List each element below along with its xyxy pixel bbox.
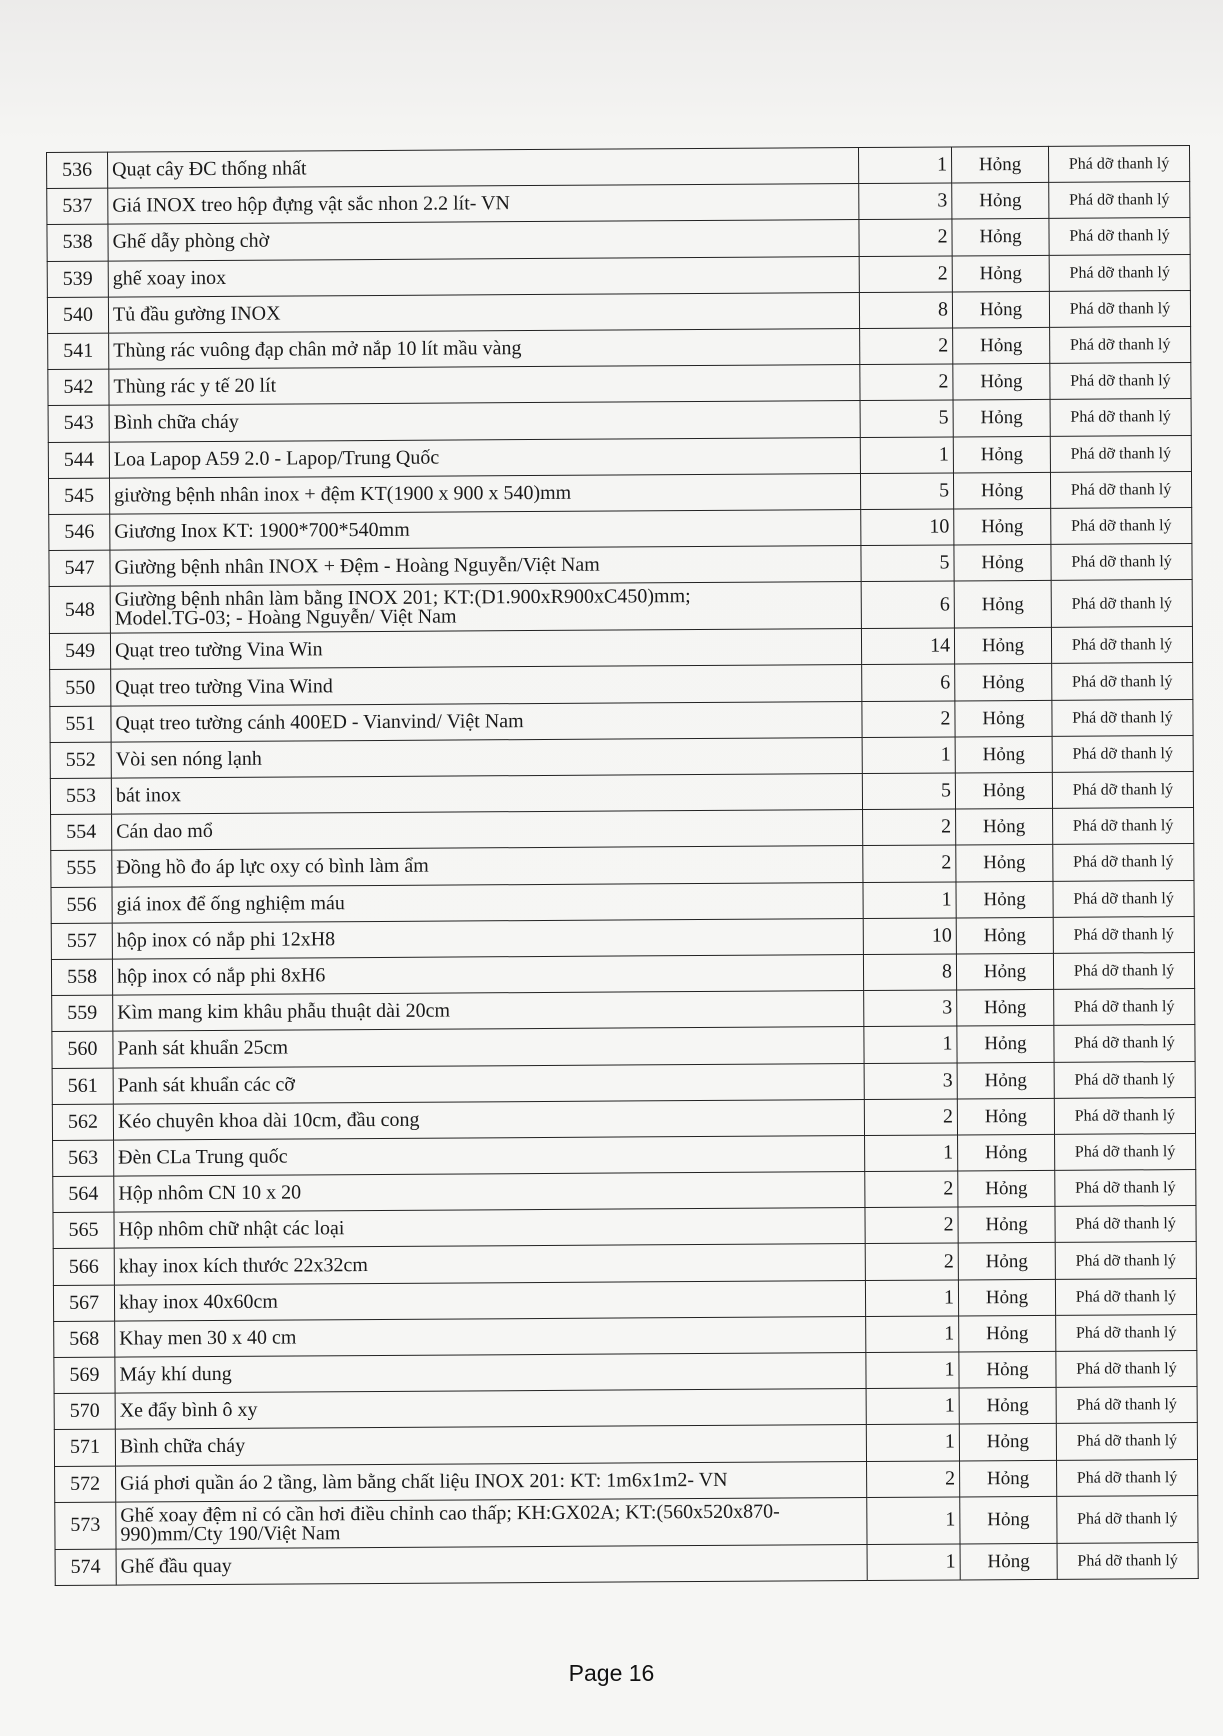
- action-cell: Phá dỡ thanh lý: [1054, 1061, 1195, 1098]
- status-cell: Hỏng: [955, 736, 1052, 773]
- action-cell: Phá dỡ thanh lý: [1053, 916, 1194, 953]
- action-cell: Phá dỡ thanh lý: [1050, 471, 1191, 508]
- action-cell: Phá dỡ thanh lý: [1055, 1278, 1196, 1315]
- item-name-text: Quạt cây ĐC thống nhất: [112, 157, 307, 181]
- status-cell: Hỏng: [952, 219, 1049, 256]
- item-name-text: Thùng rác vuông đạp chân mở nắp 10 lít mầu vàng: [113, 337, 522, 362]
- item-name-cell: [112, 846, 863, 887]
- status-cell: Hỏng: [956, 809, 1053, 846]
- status-cell: Hỏng: [953, 436, 1050, 473]
- item-name-cell: [115, 1353, 866, 1394]
- row-number-cell: 553: [50, 778, 111, 815]
- table-row: [49, 580, 1192, 634]
- status-cell: Hỏng: [952, 183, 1049, 220]
- item-name-cell: [116, 1497, 867, 1549]
- action-cell: Phá dỡ thanh lý: [1049, 290, 1190, 327]
- status-cell: Hỏng: [960, 1496, 1057, 1544]
- status-cell: Hỏng: [957, 1062, 1054, 1099]
- item-name-cell: [111, 737, 862, 778]
- action-cell: Phá dỡ thanh lý: [1052, 772, 1193, 809]
- row-number-cell: 550: [50, 670, 111, 707]
- item-name-text: Đồng hồ đo áp lực oxy có bình làm ẩm: [116, 855, 429, 880]
- action-cell: Phá dỡ thanh lý: [1055, 1170, 1196, 1207]
- quantity-cell: 2: [865, 1243, 958, 1280]
- item-name-cell: [114, 1280, 865, 1321]
- item-name-text: Panh sát khuẩn các cỡ: [117, 1073, 295, 1097]
- row-number-cell: 541: [48, 333, 109, 370]
- page-number: Page 16: [568, 1660, 655, 1686]
- item-name-text: Kìm mang kim khâu phẫu thuật dài 20cm: [117, 999, 451, 1024]
- quantity-cell: 1: [867, 1497, 960, 1545]
- row-number-cell: 559: [52, 995, 113, 1032]
- row-number-cell: 561: [52, 1068, 113, 1105]
- quantity-cell: 10: [863, 918, 956, 955]
- status-cell: Hỏng: [958, 1134, 1055, 1171]
- status-cell: Hỏng: [954, 544, 1051, 581]
- status-cell: Hỏng: [953, 327, 1050, 364]
- action-cell: Phá dỡ thanh lý: [1053, 880, 1194, 917]
- status-cell: Hỏng: [956, 881, 1053, 918]
- item-name-text: Bình chữa cháy: [113, 411, 239, 434]
- status-cell: Hỏng: [959, 1351, 1056, 1388]
- item-name-cell: [112, 810, 863, 851]
- item-name-text: ghế xoay inox: [112, 266, 227, 290]
- item-name-text: giường bệnh nhân inox + đệm KT(1900 x 900 x 540)mm: [114, 481, 572, 507]
- item-name-cell: [108, 220, 859, 261]
- quantity-cell: 2: [860, 328, 953, 365]
- item-name-cell: [114, 1135, 865, 1176]
- row-number-cell: 558: [51, 959, 112, 996]
- item-name-text: Cán dao mổ: [116, 820, 213, 843]
- item-name-cell: [111, 665, 862, 706]
- quantity-cell: 1: [866, 1316, 959, 1353]
- item-name-cell: [114, 1244, 865, 1285]
- item-name-cell: [113, 991, 864, 1032]
- item-name-cell: [111, 701, 862, 742]
- item-name-text: Giá INOX treo hộp đựng vật sắc nhon 2.2 lít- VN: [112, 192, 511, 217]
- action-cell: Phá dỡ thanh lý: [1050, 435, 1191, 472]
- status-cell: Hỏng: [958, 1170, 1055, 1207]
- quantity-cell: 1: [865, 1135, 958, 1172]
- item-name-cell: [109, 473, 860, 514]
- item-name-text: Hộp nhôm chữ nhật các loại: [118, 1217, 345, 1241]
- item-name-text: Giương Inox KT: 1900*700*540mm: [114, 518, 410, 543]
- quantity-cell: 1: [866, 1424, 959, 1461]
- item-name-text: Bình chữa cháy: [119, 1435, 246, 1459]
- row-number-cell: 563: [53, 1140, 114, 1177]
- status-cell: Hỏng: [954, 508, 1051, 545]
- table-body: [47, 146, 1199, 1586]
- row-number-cell: 554: [51, 814, 112, 851]
- item-name-cell: [115, 1425, 866, 1466]
- row-number-cell: 542: [48, 369, 109, 406]
- quantity-cell: 2: [863, 845, 956, 882]
- status-cell: Hỏng: [955, 772, 1052, 809]
- item-name-text: Hộp nhôm CN 10 x 20: [118, 1181, 302, 1205]
- table-row: [55, 1542, 1198, 1585]
- row-number-cell: 539: [47, 261, 108, 298]
- row-number-cell: 540: [47, 297, 108, 334]
- action-cell: Phá dỡ thanh lý: [1055, 1206, 1196, 1243]
- quantity-cell: 5: [862, 773, 955, 810]
- row-number-cell: 544: [48, 442, 109, 479]
- quantity-cell: 5: [860, 473, 953, 510]
- item-name-text: Kéo chuyên khoa dài 10cm, đầu cong: [117, 1108, 420, 1133]
- status-cell: Hỏng: [957, 1098, 1054, 1135]
- item-name-text: Panh sát khuẩn 25cm: [117, 1036, 289, 1060]
- quantity-cell: 6: [861, 581, 954, 629]
- item-name-cell: [112, 918, 863, 959]
- status-cell: Hỏng: [956, 917, 1053, 954]
- quantity-cell: 1: [863, 882, 956, 919]
- quantity-cell: 3: [864, 1062, 957, 1099]
- row-number-cell: 546: [49, 514, 110, 551]
- action-cell: Phá dỡ thanh lý: [1057, 1542, 1198, 1579]
- row-number-cell: 543: [48, 405, 109, 442]
- item-name-text: Vòi sen nóng lạnh: [115, 747, 262, 771]
- table-row: [55, 1495, 1198, 1549]
- item-name-text: Giá phơi quần áo 2 tầng, làm bằng chất liệu INOX 201: KT: 1m6x1m2- VN: [120, 1468, 728, 1495]
- item-name-cell: [113, 1063, 864, 1104]
- quantity-cell: 2: [865, 1207, 958, 1244]
- row-number-cell: 555: [51, 850, 112, 887]
- action-cell: Phá dỡ thanh lý: [1056, 1387, 1197, 1424]
- action-cell: Phá dỡ thanh lý: [1057, 1495, 1198, 1543]
- quantity-cell: 3: [864, 990, 957, 1027]
- item-name-text: Đèn CLa Trung quốc: [118, 1145, 288, 1169]
- action-cell: Phá dỡ thanh lý: [1054, 1025, 1195, 1062]
- action-cell: Phá dỡ thanh lý: [1054, 989, 1195, 1026]
- row-number-cell: 564: [53, 1176, 114, 1213]
- action-cell: Phá dỡ thanh lý: [1055, 1242, 1196, 1279]
- item-name-cell: [108, 256, 859, 297]
- quantity-cell: 2: [863, 809, 956, 846]
- item-name-cell: [110, 582, 861, 634]
- quantity-cell: 2: [859, 256, 952, 293]
- row-number-cell: 538: [47, 224, 108, 261]
- action-cell: Phá dỡ thanh lý: [1055, 1133, 1196, 1170]
- action-cell: Phá dỡ thanh lý: [1056, 1314, 1197, 1351]
- item-name-cell: [115, 1389, 866, 1430]
- item-name-cell: [108, 148, 859, 189]
- action-cell: Phá dỡ thanh lý: [1050, 363, 1191, 400]
- inventory-table: [46, 145, 1199, 1586]
- action-cell: Phá dỡ thanh lý: [1054, 1097, 1195, 1134]
- item-name-cell: [112, 882, 863, 923]
- row-number-cell: 568: [54, 1321, 115, 1358]
- status-cell: Hỏng: [958, 1279, 1055, 1316]
- status-cell: Hỏng: [959, 1388, 1056, 1425]
- row-number-cell: 572: [55, 1466, 116, 1503]
- status-cell: Hỏng: [959, 1315, 1056, 1352]
- item-name-text: Quạt treo tường Vina Wind: [115, 674, 333, 699]
- action-cell: Phá dỡ thanh lý: [1052, 663, 1193, 700]
- row-number-cell: 549: [49, 633, 110, 670]
- quantity-cell: 8: [863, 954, 956, 991]
- action-cell: Phá dỡ thanh lý: [1050, 326, 1191, 363]
- item-name-text: khay inox kích thước 22x32cm: [118, 1253, 369, 1278]
- item-name-text: Ghế dẫy phòng chờ: [112, 230, 270, 254]
- action-cell: Phá dỡ thanh lý: [1051, 544, 1192, 581]
- item-name-cell: [109, 437, 860, 478]
- quantity-cell: 10: [861, 509, 954, 546]
- item-name-cell: [110, 509, 861, 550]
- item-name-text: giá inox để ống nghiệm máu: [116, 891, 345, 916]
- status-cell: Hỏng: [951, 146, 1048, 183]
- status-cell: Hỏng: [955, 664, 1052, 701]
- quantity-cell: 2: [864, 1099, 957, 1136]
- action-cell: Phá dỡ thanh lý: [1057, 1459, 1198, 1496]
- quantity-cell: 2: [865, 1171, 958, 1208]
- row-number-cell: 545: [48, 478, 109, 515]
- item-name-text: hộp inox có nắp phi 12xH8: [116, 928, 336, 952]
- row-number-cell: 571: [54, 1429, 115, 1466]
- row-number-cell: 570: [54, 1393, 115, 1430]
- action-cell: Phá dỡ thanh lý: [1052, 735, 1193, 772]
- item-name-cell: [115, 1316, 866, 1357]
- item-name-text: Giường bệnh nhân làm bằng INOX 201; KT:(D1.900xR900xC450)mm; Model.TG-03; - Hoàng Nguyễn/ Việt Nam: [114, 585, 691, 630]
- action-cell: Phá dỡ thanh lý: [1049, 218, 1190, 255]
- item-name-cell: [110, 629, 861, 670]
- status-cell: Hỏng: [952, 291, 1049, 328]
- item-name-text: Quạt treo tường Vina Win: [114, 638, 323, 662]
- item-name-cell: [113, 1027, 864, 1068]
- row-number-cell: 556: [51, 887, 112, 924]
- action-cell: Phá dỡ thanh lý: [1051, 580, 1192, 628]
- item-name-text: Máy khí dung: [119, 1362, 232, 1386]
- quantity-cell: 1: [867, 1544, 960, 1581]
- action-cell: Phá dỡ thanh lý: [1053, 808, 1194, 845]
- item-name-cell: [110, 546, 861, 587]
- item-name-text: Quạt treo tường cánh 400ED - Vianvind/ Việt Nam: [115, 709, 524, 735]
- row-number-cell: 567: [53, 1285, 114, 1322]
- row-number-cell: 574: [55, 1549, 116, 1586]
- action-cell: Phá dỡ thanh lý: [1049, 254, 1190, 291]
- row-number-cell: 569: [54, 1357, 115, 1394]
- action-cell: Phá dỡ thanh lý: [1056, 1350, 1197, 1387]
- row-number-cell: 537: [47, 188, 108, 225]
- action-cell: Phá dỡ thanh lý: [1052, 699, 1193, 736]
- action-cell: Phá dỡ thanh lý: [1051, 627, 1192, 664]
- action-cell: Phá dỡ thanh lý: [1050, 399, 1191, 436]
- item-name-cell: [109, 401, 860, 442]
- status-cell: Hỏng: [954, 628, 1051, 665]
- quantity-cell: 3: [859, 183, 952, 220]
- item-name-text: Xe đẩy bình ô xy: [119, 1399, 258, 1422]
- quantity-cell: 1: [866, 1352, 959, 1389]
- action-cell: Phá dỡ thanh lý: [1053, 952, 1194, 989]
- action-cell: Phá dỡ thanh lý: [1051, 507, 1192, 544]
- item-name-text: Loa Lapop A59 2.0 - Lapop/Trung Quốc: [113, 446, 440, 471]
- item-name-text: Ghế đầu quay: [120, 1554, 232, 1578]
- status-cell: Hỏng: [956, 953, 1053, 990]
- row-number-cell: 547: [49, 550, 110, 587]
- item-name-text: bát inox: [115, 784, 181, 807]
- quantity-cell: 1: [860, 436, 953, 473]
- quantity-cell: 5: [860, 400, 953, 437]
- item-name-cell: [108, 292, 859, 333]
- status-cell: Hỏng: [960, 1543, 1057, 1580]
- quantity-cell: 1: [865, 1280, 958, 1317]
- row-number-cell: 552: [50, 742, 111, 779]
- item-name-text: Giường bệnh nhân INOX + Đệm - Hoàng Nguyễn/Việt Nam: [114, 553, 600, 579]
- quantity-cell: 2: [859, 219, 952, 256]
- item-name-cell: [108, 184, 859, 225]
- row-number-cell: 560: [52, 1031, 113, 1068]
- item-name-cell: [111, 774, 862, 815]
- quantity-cell: 1: [866, 1388, 959, 1425]
- quantity-cell: 1: [862, 737, 955, 774]
- status-cell: Hỏng: [956, 845, 1053, 882]
- status-cell: Hỏng: [953, 400, 1050, 437]
- item-name-cell: [109, 365, 860, 406]
- action-cell: Phá dỡ thanh lý: [1053, 844, 1194, 881]
- row-number-cell: 551: [50, 706, 111, 743]
- quantity-cell: 14: [861, 628, 954, 665]
- item-name-cell: [116, 1461, 867, 1502]
- action-cell: Phá dỡ thanh lý: [1049, 182, 1190, 219]
- row-number-cell: 565: [53, 1212, 114, 1249]
- status-cell: Hỏng: [959, 1424, 1056, 1461]
- item-name-cell: [114, 1208, 865, 1249]
- row-number-cell: 536: [47, 152, 108, 189]
- row-number-cell: 562: [52, 1104, 113, 1141]
- status-cell: Hỏng: [954, 581, 1051, 629]
- item-name-cell: [116, 1544, 867, 1585]
- row-number-cell: 566: [53, 1249, 114, 1286]
- item-name-text: khay inox 40x60cm: [118, 1290, 278, 1314]
- item-name-cell: [113, 1099, 864, 1140]
- item-name-cell: [109, 328, 860, 369]
- item-name-text: Ghế xoay đệm nỉ có cần hơi điều chỉnh cao thấp; KH:GX02A; KT:(560x520x870- 990)mm/Cty 190/Việt Nam: [120, 1500, 780, 1546]
- quantity-cell: 5: [861, 545, 954, 582]
- quantity-cell: 2: [862, 701, 955, 738]
- status-cell: Hỏng: [958, 1243, 1055, 1280]
- item-name-text: hộp inox có nắp phi 8xH6: [116, 964, 326, 988]
- quantity-cell: 2: [860, 364, 953, 401]
- status-cell: Hỏng: [957, 1026, 1054, 1063]
- action-cell: Phá dỡ thanh lý: [1056, 1423, 1197, 1460]
- action-cell: Phá dỡ thanh lý: [1048, 146, 1189, 183]
- status-cell: Hỏng: [952, 255, 1049, 292]
- item-name-text: Thùng rác y tế 20 lít: [113, 374, 277, 398]
- item-name-text: Tủ đầu gường INOX: [112, 302, 281, 326]
- status-cell: Hỏng: [957, 989, 1054, 1026]
- quantity-cell: 6: [862, 664, 955, 701]
- status-cell: Hỏng: [955, 700, 1052, 737]
- status-cell: Hỏng: [953, 472, 1050, 509]
- quantity-cell: 1: [864, 1026, 957, 1063]
- status-cell: Hỏng: [958, 1207, 1055, 1244]
- item-name-cell: [114, 1172, 865, 1213]
- row-number-cell: 548: [49, 586, 110, 633]
- quantity-cell: 8: [859, 292, 952, 329]
- row-number-cell: 573: [55, 1502, 116, 1549]
- item-name-text: Khay men 30 x 40 cm: [119, 1326, 297, 1350]
- status-cell: Hỏng: [953, 363, 1050, 400]
- row-number-cell: 557: [51, 923, 112, 960]
- item-name-cell: [112, 954, 863, 995]
- quantity-cell: 2: [867, 1461, 960, 1498]
- status-cell: Hỏng: [960, 1460, 1057, 1497]
- quantity-cell: 1: [858, 147, 951, 184]
